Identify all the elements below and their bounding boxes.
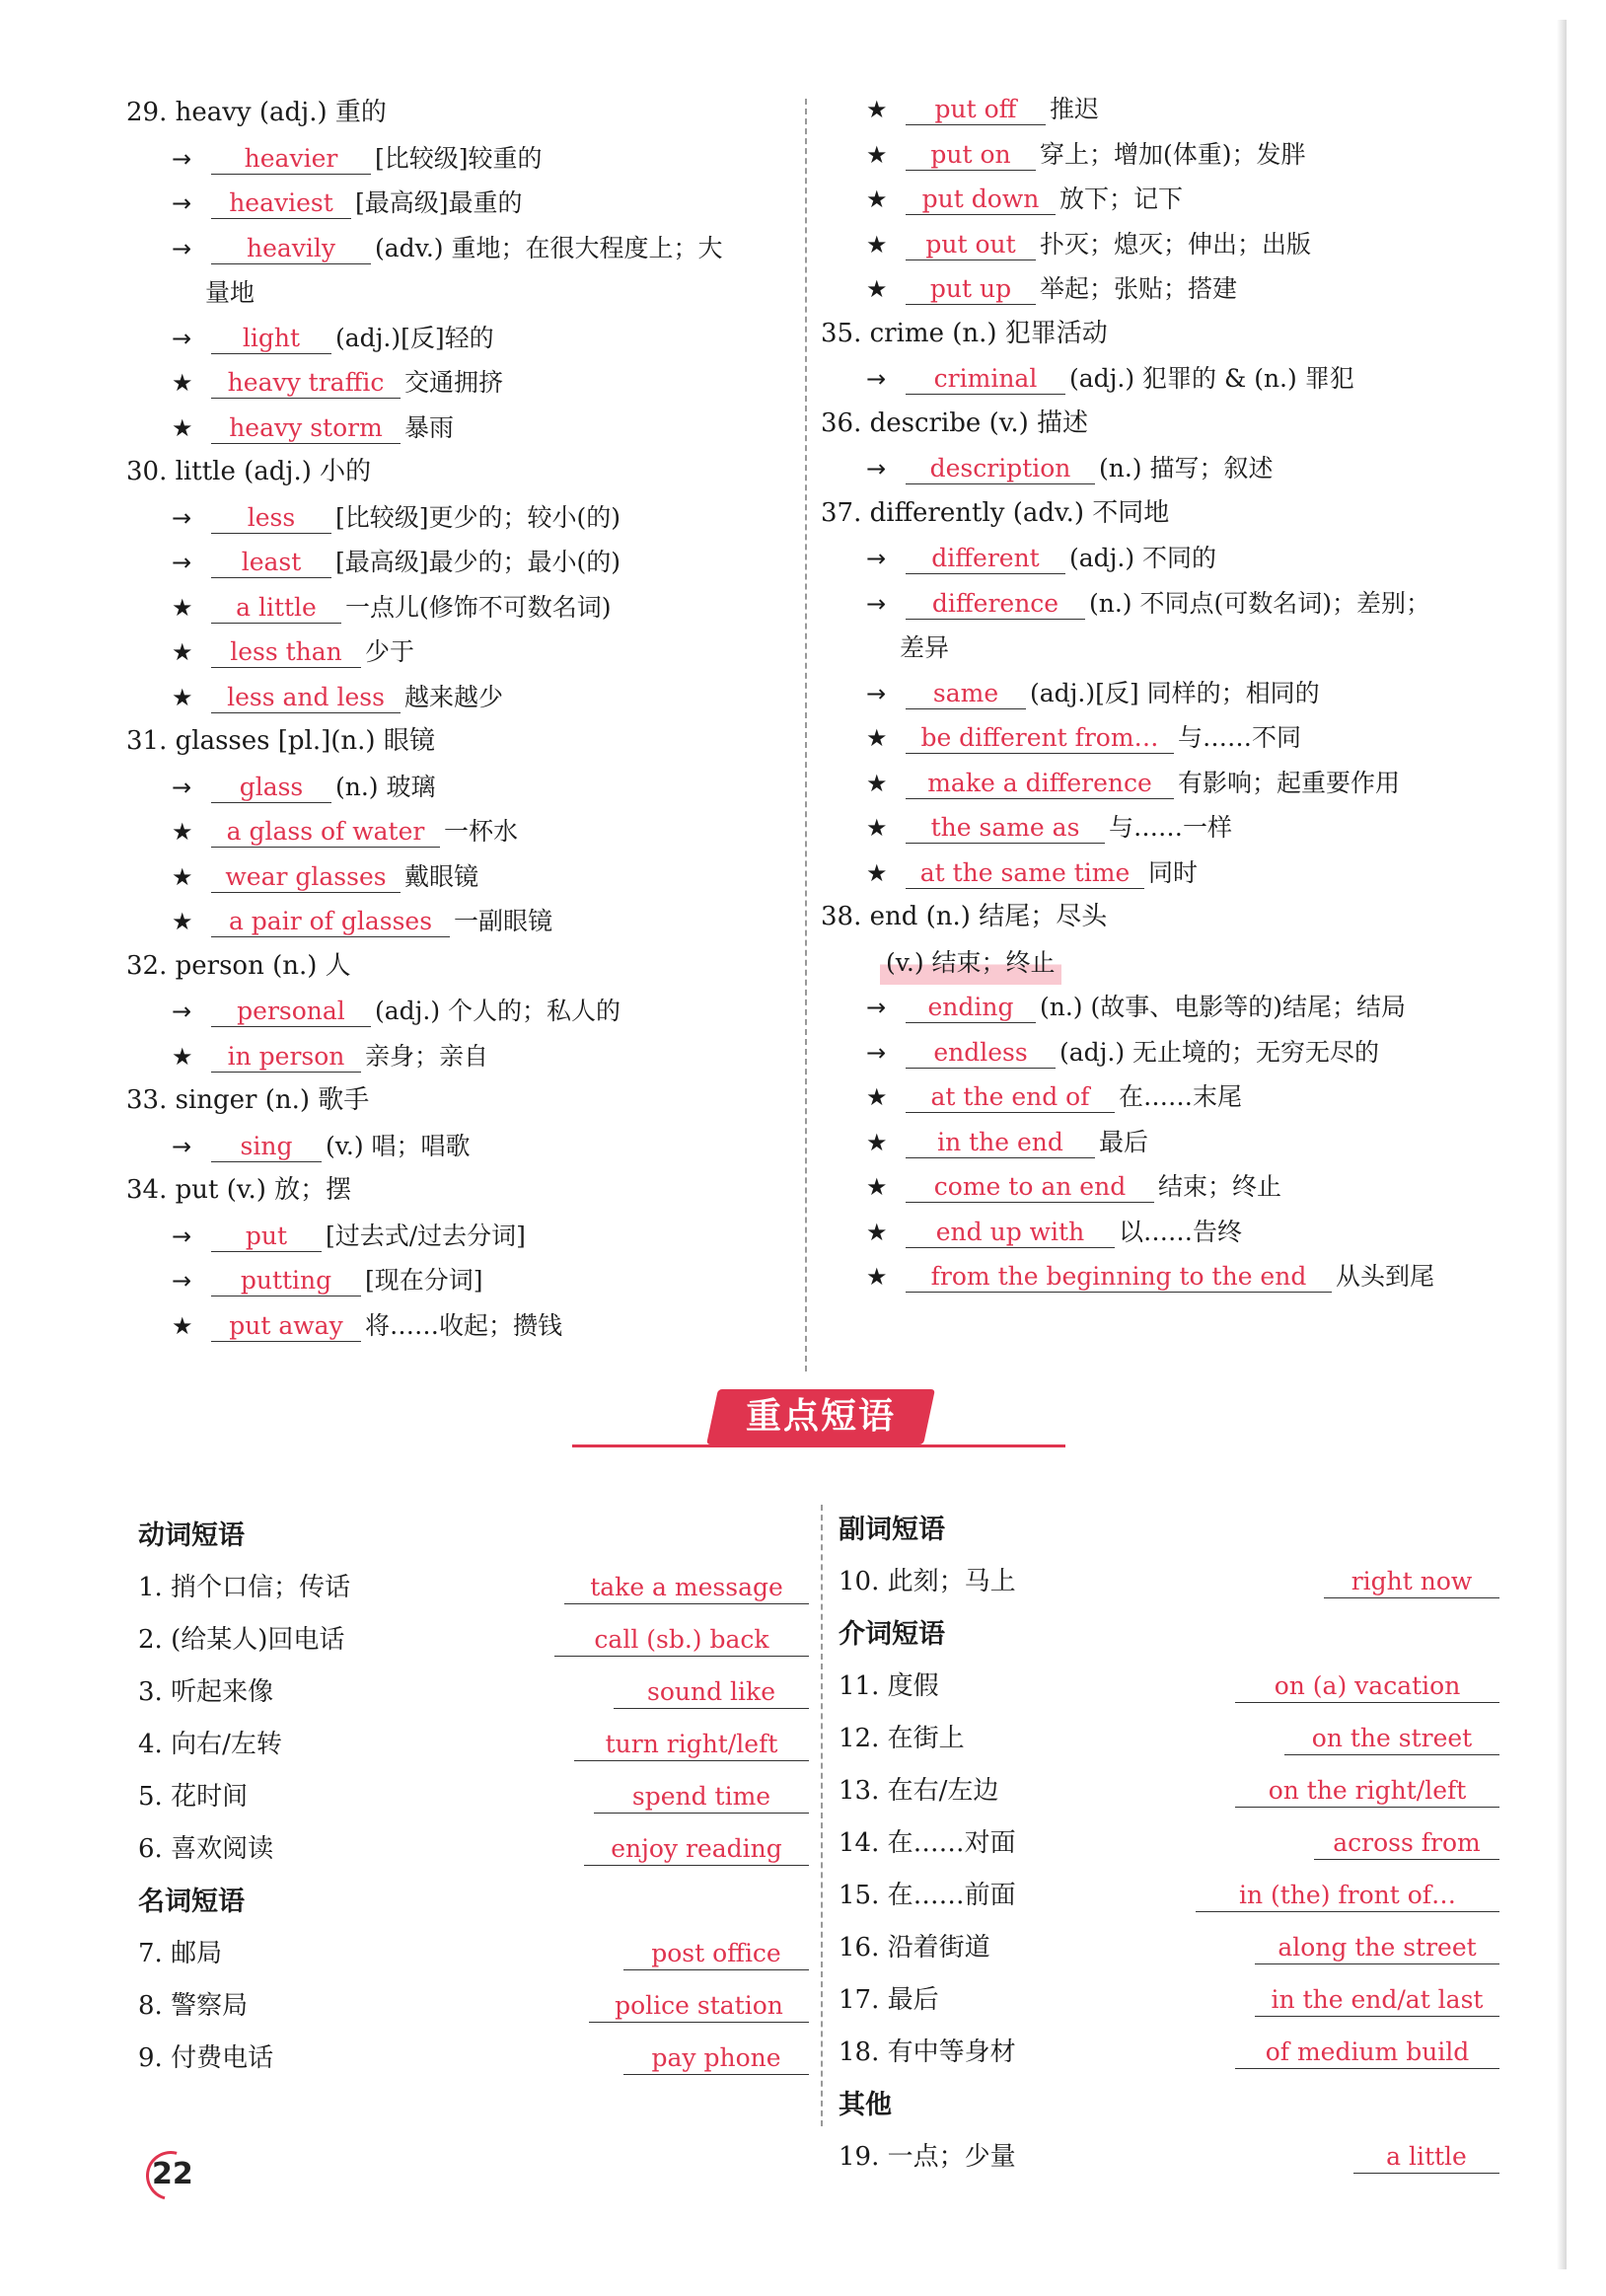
derivative-entry: [821, 1030, 1511, 1075]
definition-text: [最高级]最重的: [355, 188, 523, 217]
definition-text: 扑灭；熄灭；伸出；出版: [1040, 229, 1312, 259]
definition-text: 戴眼镜: [404, 861, 479, 891]
derivative-entry: [821, 671, 1511, 716]
phrase-chinese: 18. 有中等身材: [839, 2037, 1016, 2067]
phrase-chinese: 11. 度假: [839, 1671, 939, 1701]
derivative-entry: [126, 226, 797, 271]
phrase-item: [138, 1666, 809, 1719]
derivative-entry: [126, 316, 797, 361]
phrase-chinese: 1. 捎个口信；传话: [138, 1573, 351, 1602]
definition-text: 有影响；起重要作用: [1178, 768, 1401, 797]
phrase-entry: [821, 132, 1511, 178]
phrase-answer: sound like: [614, 1676, 809, 1709]
phrase-chinese: 13. 在右/左边: [839, 1776, 999, 1806]
phrase-category-heading: 其他: [839, 2090, 892, 2120]
answer-blank: put away: [211, 1311, 361, 1342]
phrase-entry: [126, 899, 797, 944]
phrase-entry: [126, 585, 797, 630]
definition-text: 推迟: [1050, 95, 1100, 123]
phrase-entry: [126, 854, 797, 900]
word-heading: 36. describe (v.) 描述: [821, 407, 1089, 438]
phrase-item: [138, 1980, 809, 2033]
star-icon: ★: [172, 818, 193, 846]
definition-text: 一杯水: [444, 817, 519, 846]
phrase-answer: across from: [1314, 1827, 1499, 1860]
vocab-column-right: [821, 87, 1511, 1299]
phrase-answer: on the right/left: [1235, 1775, 1499, 1808]
word-heading: 38. end (n.) 结尾；尽头: [821, 902, 1108, 931]
phrase-category-heading: 副词短语: [839, 1515, 945, 1545]
phrase-item: [839, 1661, 1499, 1713]
phrase-answer: a little: [1353, 2141, 1499, 2174]
phrase-item: [839, 1765, 1499, 1817]
phrase-entry: [126, 675, 797, 720]
derivative-entry: [126, 765, 797, 810]
answer-blank: heaviest: [211, 188, 351, 219]
derivative-entry: [821, 446, 1511, 491]
phrase-entry: [126, 360, 797, 406]
definition-text: [最高级]最少的；最小(的): [335, 548, 621, 576]
definition-text: 少于: [365, 637, 415, 666]
phrase-answer: right now: [1324, 1566, 1499, 1598]
answer-blank: in the end: [906, 1128, 1095, 1158]
phrase-entry: [821, 1254, 1511, 1299]
definition-text: 将……收起；攒钱: [365, 1310, 563, 1340]
answer-blank: from the beginning to the end: [906, 1262, 1332, 1293]
answer-blank: come to an end: [906, 1172, 1154, 1203]
phrase-chinese: 2. (给某人)回电话: [138, 1625, 345, 1655]
banner-underline: [572, 1444, 1065, 1447]
phrase-item: [839, 1974, 1499, 2027]
answer-blank: wear glasses: [211, 862, 401, 893]
definition-continuation: 量地: [205, 278, 256, 307]
definition-text: (adv.) 重地；在很大程度上；大: [375, 233, 723, 262]
star-icon: ★: [172, 369, 193, 397]
phrase-category-heading: 名词短语: [138, 1887, 245, 1917]
star-icon: ★: [866, 96, 888, 123]
star-icon: ★: [866, 1263, 888, 1291]
phrase-answer: on (a) vacation: [1235, 1670, 1499, 1703]
definition-text: [过去式/过去分词]: [326, 1221, 526, 1250]
phrase-item: [138, 1823, 809, 1876]
arrow-right-icon: →: [866, 455, 887, 482]
phrase-item: [839, 1922, 1499, 1974]
phrase-chinese: 3. 听起来像: [138, 1677, 274, 1707]
derivative-entry: [126, 495, 797, 541]
star-icon: ★: [866, 769, 888, 797]
phrase-chinese: 19. 一点；少量: [839, 2142, 1016, 2172]
phrase-category-heading: 介词短语: [839, 1619, 945, 1650]
word-heading: 35. crime (n.) 犯罪活动: [821, 318, 1108, 348]
star-icon: ★: [172, 908, 193, 935]
answer-blank: personal: [211, 997, 371, 1027]
answer-blank: be different from…: [906, 723, 1174, 754]
arrow-right-icon: →: [172, 189, 192, 217]
star-icon: ★: [172, 593, 193, 622]
derivative-entry: [126, 1214, 797, 1259]
derivative-entry: [821, 356, 1511, 402]
arrow-right-icon: →: [866, 545, 887, 572]
answer-blank: sing: [211, 1132, 322, 1162]
answer-blank: description: [906, 454, 1095, 484]
arrow-right-icon: →: [172, 1132, 192, 1160]
arrow-right-icon: →: [172, 144, 192, 173]
definition-text: (adj.)[反] 同样的；相同的: [1030, 678, 1320, 707]
phrase-entry: [126, 1303, 797, 1349]
answer-blank: criminal: [906, 364, 1065, 395]
answer-blank: less than: [211, 637, 361, 668]
phrase-column-divider: [821, 1505, 823, 2126]
phrase-category-heading: 动词短语: [138, 1520, 245, 1551]
definition-text: 一副眼镜: [454, 907, 553, 935]
definition-text: 与……一样: [1109, 813, 1233, 842]
arrow-right-icon: →: [866, 589, 887, 618]
phrase-chinese: 15. 在……前面: [839, 1881, 1016, 1910]
word-heading: 33. singer (n.) 歌手: [126, 1085, 370, 1115]
definition-text: (n.) (故事、电影等的)结尾；结局: [1040, 993, 1407, 1021]
answer-blank: put up: [906, 274, 1036, 305]
star-icon: ★: [172, 413, 193, 442]
answer-blank: in person: [211, 1042, 361, 1073]
answer-blank: different: [906, 544, 1065, 574]
phrase-chinese: 5. 花时间: [138, 1782, 249, 1812]
definition-text: 以……告终: [1119, 1217, 1243, 1246]
phrase-entry: [821, 1074, 1511, 1120]
definition-text: [比较级]更少的；较小(的): [335, 502, 621, 532]
star-icon: ★: [866, 1083, 888, 1111]
derivative-entry: [126, 1258, 797, 1303]
answer-blank: ending: [906, 993, 1036, 1023]
answer-blank: a pair of glasses: [211, 907, 450, 937]
definition-text: 与……不同: [1178, 723, 1302, 752]
word-heading: 37. differently (adv.) 不同地: [821, 497, 1170, 528]
phrase-entry: [821, 1164, 1511, 1210]
star-icon: ★: [866, 858, 888, 887]
phrase-chinese: 16. 沿着街道: [839, 1933, 990, 1963]
phrase-chinese: 10. 此刻；马上: [839, 1567, 1016, 1596]
phrase-column-left: [138, 1510, 809, 2085]
answer-blank: put: [211, 1222, 322, 1252]
star-icon: ★: [866, 185, 888, 213]
phrase-answer: enjoy reading: [584, 1833, 809, 1866]
phrase-item: [138, 1614, 809, 1666]
answer-blank: a glass of water: [211, 817, 440, 848]
phrase-answer: pay phone: [623, 2042, 809, 2075]
phrase-answer: take a message: [564, 1572, 809, 1604]
phrase-chinese: 6. 喜欢阅读: [138, 1834, 274, 1864]
definition-text: (adj.) 个人的；私人的: [375, 997, 621, 1025]
phrase-answer: post office: [623, 1938, 809, 1970]
phrase-item: [138, 1562, 809, 1614]
definition-text: 同时: [1148, 857, 1199, 887]
answer-blank: least: [211, 548, 331, 578]
star-icon: ★: [172, 1042, 193, 1071]
definition-text: 穿上；增加(体重)；发胖: [1040, 139, 1306, 169]
page-edge-shadow: [1557, 20, 1567, 2269]
page-number-text: 22: [152, 2157, 193, 2191]
answer-blank: same: [906, 679, 1026, 709]
phrase-item: [138, 1771, 809, 1823]
star-icon: ★: [866, 724, 888, 752]
phrase-answer: call (sb.) back: [554, 1624, 809, 1657]
star-icon: ★: [866, 1218, 888, 1246]
definition-text: (v.) 唱；唱歌: [326, 1131, 471, 1160]
definition-text: 举起；张贴；搭建: [1040, 274, 1238, 303]
phrase-entry: [821, 761, 1511, 806]
phrase-chinese: 8. 警察局: [138, 1991, 249, 2021]
answer-blank: end up with: [906, 1218, 1115, 1248]
derivative-entry: [126, 136, 797, 182]
phrase-item: [839, 2027, 1499, 2079]
answer-blank: the same as: [906, 813, 1105, 844]
phrase-answer: of medium build: [1235, 2037, 1499, 2069]
phrase-item: [138, 1928, 809, 1980]
arrow-right-icon: →: [172, 324, 192, 352]
phrase-chinese: 12. 在街上: [839, 1724, 965, 1753]
definition-text: 越来越少: [404, 682, 504, 711]
phrase-chinese: 14. 在……对面: [839, 1828, 1016, 1858]
definition-text: (n.) 不同点(可数名词)；差别；: [1089, 588, 1431, 618]
arrow-right-icon: →: [172, 234, 192, 262]
phrase-item: [138, 1719, 809, 1771]
star-icon: ★: [866, 1128, 888, 1156]
phrase-item: [138, 2033, 809, 2085]
derivative-entry: [821, 581, 1511, 627]
answer-blank: at the same time: [906, 858, 1144, 889]
phrase-answer: spend time: [594, 1781, 809, 1814]
answer-blank: less: [211, 503, 331, 534]
word-heading: 30. little (adj.) 小的: [126, 457, 372, 486]
definition-text: (adj.) 无止境的；无穷无尽的: [1059, 1037, 1380, 1067]
phrase-chinese: 4. 向右/左转: [138, 1730, 282, 1759]
definition-text: 从头到尾: [1336, 1262, 1435, 1291]
word-heading: 29. heavy (adj.) 重的: [126, 98, 387, 127]
word-heading: 34. put (v.) 放；摆: [126, 1175, 352, 1205]
definition-text: 一点儿(修饰不可数名词): [345, 592, 612, 622]
derivative-entry: [126, 989, 797, 1034]
phrase-chinese: 17. 最后: [839, 1985, 939, 2015]
answer-blank: heavy traffic: [211, 368, 401, 399]
answer-blank: difference: [906, 589, 1085, 620]
phrase-item: [839, 1817, 1499, 1870]
phrase-entry: [821, 87, 1511, 132]
vocab-column-left: [126, 91, 797, 1348]
arrow-right-icon: →: [172, 549, 192, 576]
column-divider: [805, 99, 807, 1371]
phrase-entry: [821, 266, 1511, 312]
answer-blank: a little: [211, 593, 341, 624]
star-icon: ★: [866, 140, 888, 169]
definition-text: 放下；记下: [1059, 185, 1184, 213]
answer-blank: put off: [906, 95, 1046, 125]
answer-blank: heavy storm: [211, 413, 401, 444]
definition-text: (n.) 玻璃: [335, 772, 436, 801]
phrase-entry: [126, 406, 797, 451]
answer-blank: putting: [211, 1266, 361, 1296]
highlighted-definition: (v.) 结束；终止: [880, 940, 1061, 986]
answer-blank: put out: [906, 230, 1036, 260]
star-icon: ★: [866, 230, 888, 259]
phrase-item: [839, 2131, 1499, 2184]
definition-text: 结束；终止: [1158, 1172, 1282, 1201]
answer-blank: put on: [906, 140, 1036, 171]
definition-text: 最后: [1099, 1127, 1149, 1156]
definition-text: [现在分词]: [365, 1266, 483, 1295]
phrase-column-right: [839, 1504, 1499, 2184]
definition-text: (adj.) 犯罪的 & (n.) 罪犯: [1069, 364, 1354, 393]
star-icon: ★: [866, 1173, 888, 1201]
word-heading: 32. person (n.) 人: [126, 950, 351, 981]
banner-title: 重点短语: [745, 1396, 896, 1437]
phrase-item: [839, 1556, 1499, 1608]
star-icon: ★: [866, 275, 888, 303]
star-icon: ★: [172, 683, 193, 711]
answer-blank: put down: [906, 185, 1056, 215]
derivative-entry: [821, 985, 1511, 1030]
arrow-right-icon: →: [172, 998, 192, 1025]
phrase-answer: police station: [589, 1990, 809, 2023]
definition-text: (n.) 描写；叙述: [1099, 454, 1274, 482]
phrase-entry: [821, 222, 1511, 267]
definition-text: (adj.) 不同的: [1069, 544, 1217, 572]
star-icon: ★: [172, 862, 193, 891]
answer-blank: heavier: [211, 144, 371, 175]
phrase-entry: [821, 177, 1511, 222]
word-heading: 31. glasses [pl.](n.) 眼镜: [126, 726, 435, 756]
star-icon: ★: [866, 814, 888, 842]
definition-continuation: 差异: [900, 633, 950, 662]
answer-blank: less and less: [211, 683, 401, 713]
phrase-entry: [821, 851, 1511, 896]
definition-text: (adj.)[反]轻的: [335, 323, 494, 352]
arrow-right-icon: →: [866, 679, 887, 707]
phrase-entry: [126, 630, 797, 675]
derivative-entry: [126, 540, 797, 585]
arrow-right-icon: →: [172, 503, 192, 532]
arrow-right-icon: →: [866, 365, 887, 393]
arrow-right-icon: →: [172, 1222, 192, 1250]
arrow-right-icon: →: [866, 994, 887, 1021]
derivative-entry: [126, 1124, 797, 1169]
arrow-right-icon: →: [172, 773, 192, 801]
answer-blank: make a difference: [906, 769, 1174, 799]
phrase-entry: [821, 805, 1511, 851]
phrase-item: [839, 1713, 1499, 1765]
definition-text: 在……末尾: [1119, 1082, 1243, 1111]
derivative-entry: [126, 181, 797, 226]
phrase-answer: in the end/at last: [1255, 1984, 1499, 2017]
arrow-right-icon: →: [866, 1038, 887, 1067]
phrase-item: [839, 1870, 1499, 1922]
phrase-answer: in (the) front of…: [1196, 1880, 1499, 1912]
star-icon: ★: [172, 638, 193, 666]
highlight-row: [821, 940, 1511, 986]
answer-blank: light: [211, 324, 331, 354]
phrase-answer: on the street: [1284, 1723, 1499, 1755]
answer-blank: heavily: [211, 234, 371, 264]
phrase-answer: along the street: [1255, 1932, 1499, 1964]
page-number: [146, 2151, 195, 2200]
section-banner: [572, 1389, 1065, 1458]
answer-blank: glass: [211, 773, 331, 803]
derivative-entry: [821, 536, 1511, 581]
definition-text: 暴雨: [404, 412, 455, 442]
phrase-entry: [821, 1120, 1511, 1165]
phrase-chinese: 9. 付费电话: [138, 2043, 274, 2073]
answer-blank: endless: [906, 1038, 1056, 1069]
definition-text: [比较级]较重的: [375, 143, 543, 173]
phrase-entry: [821, 715, 1511, 761]
star-icon: ★: [172, 1311, 193, 1340]
phrase-entry: [126, 1034, 797, 1079]
definition-text: 交通拥挤: [404, 368, 504, 397]
definition-text: 亲身；亲自: [365, 1041, 489, 1071]
phrase-answer: turn right/left: [574, 1729, 809, 1761]
phrase-chinese: 7. 邮局: [138, 1939, 223, 1968]
arrow-right-icon: →: [172, 1267, 192, 1295]
phrase-entry: [821, 1210, 1511, 1255]
answer-blank: at the end of: [906, 1082, 1115, 1113]
phrase-entry: [126, 809, 797, 854]
